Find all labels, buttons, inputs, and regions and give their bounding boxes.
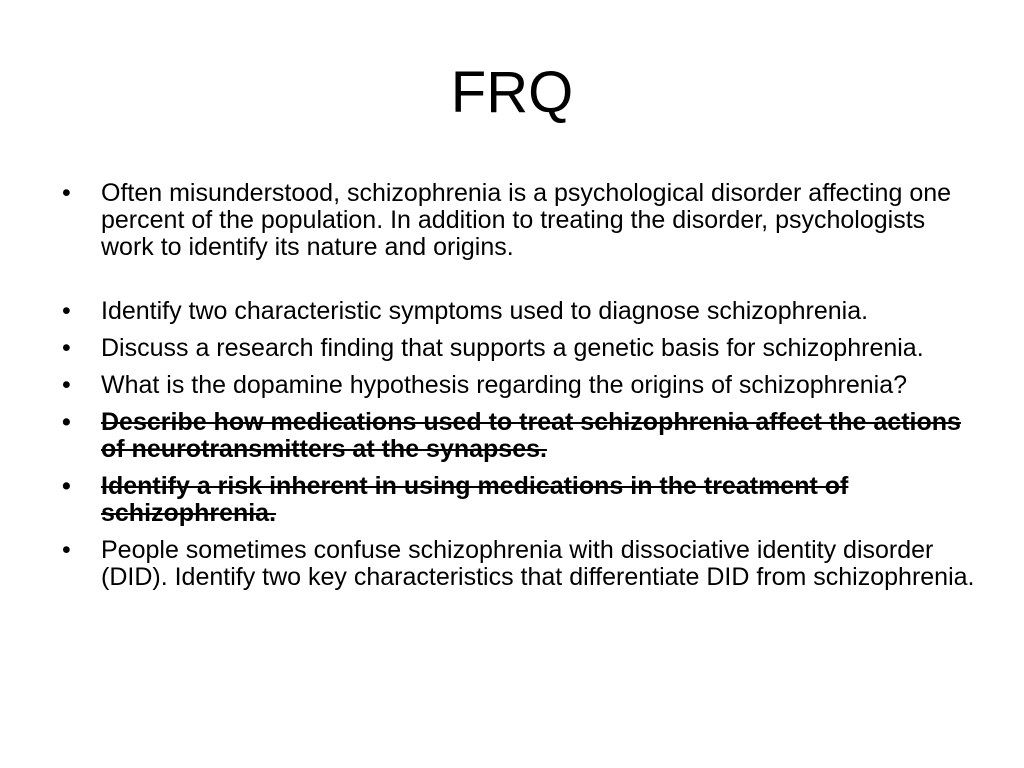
- bullet-list: [56, 180, 976, 601]
- bullet-item-risk-struck: [56, 473, 976, 527]
- bullet-icon: •: [62, 297, 71, 325]
- bullet-icon: •: [62, 334, 71, 362]
- bullet-text: Often misunderstood, schizophrenia is a psychological disorder affecting one percent of the population. In addition to treating the disorder, psychologists work to identify its nature and origins.: [101, 179, 952, 261]
- bullet-icon: •: [62, 179, 71, 207]
- bullet-icon: •: [62, 408, 71, 436]
- bullet-item-symptoms: [56, 298, 976, 325]
- bullet-item-dopamine: [56, 372, 976, 399]
- bullet-icon: •: [62, 371, 71, 399]
- bullet-icon: •: [62, 536, 71, 564]
- bullet-item-did: [56, 537, 976, 591]
- bullet-item-intro: [56, 180, 976, 261]
- slide-title: FRQ: [450, 60, 574, 125]
- bullet-item-genetic-basis: [56, 335, 976, 362]
- bullet-text: Discuss a research finding that supports a genetic basis for schizophrenia.: [101, 334, 924, 362]
- bullet-item-medications-struck: [56, 409, 976, 463]
- bullet-text: What is the dopamine hypothesis regarding the origins of schizophrenia?: [101, 371, 908, 399]
- bullet-icon: •: [62, 472, 71, 500]
- bullet-text: Identify a risk inherent in using medications in the treatment of schizophrenia.: [101, 472, 849, 527]
- bullet-text: Describe how medications used to treat schizophrenia affect the actions of neurotransmitters at the synapses.: [101, 408, 961, 463]
- bullet-text: Identify two characteristic symptoms used to diagnose schizophrenia.: [101, 297, 869, 325]
- bullet-text: People sometimes confuse schizophrenia with dissociative identity disorder (DID). Identify two key characteristics that differentiate DID from schizophrenia.: [101, 536, 975, 591]
